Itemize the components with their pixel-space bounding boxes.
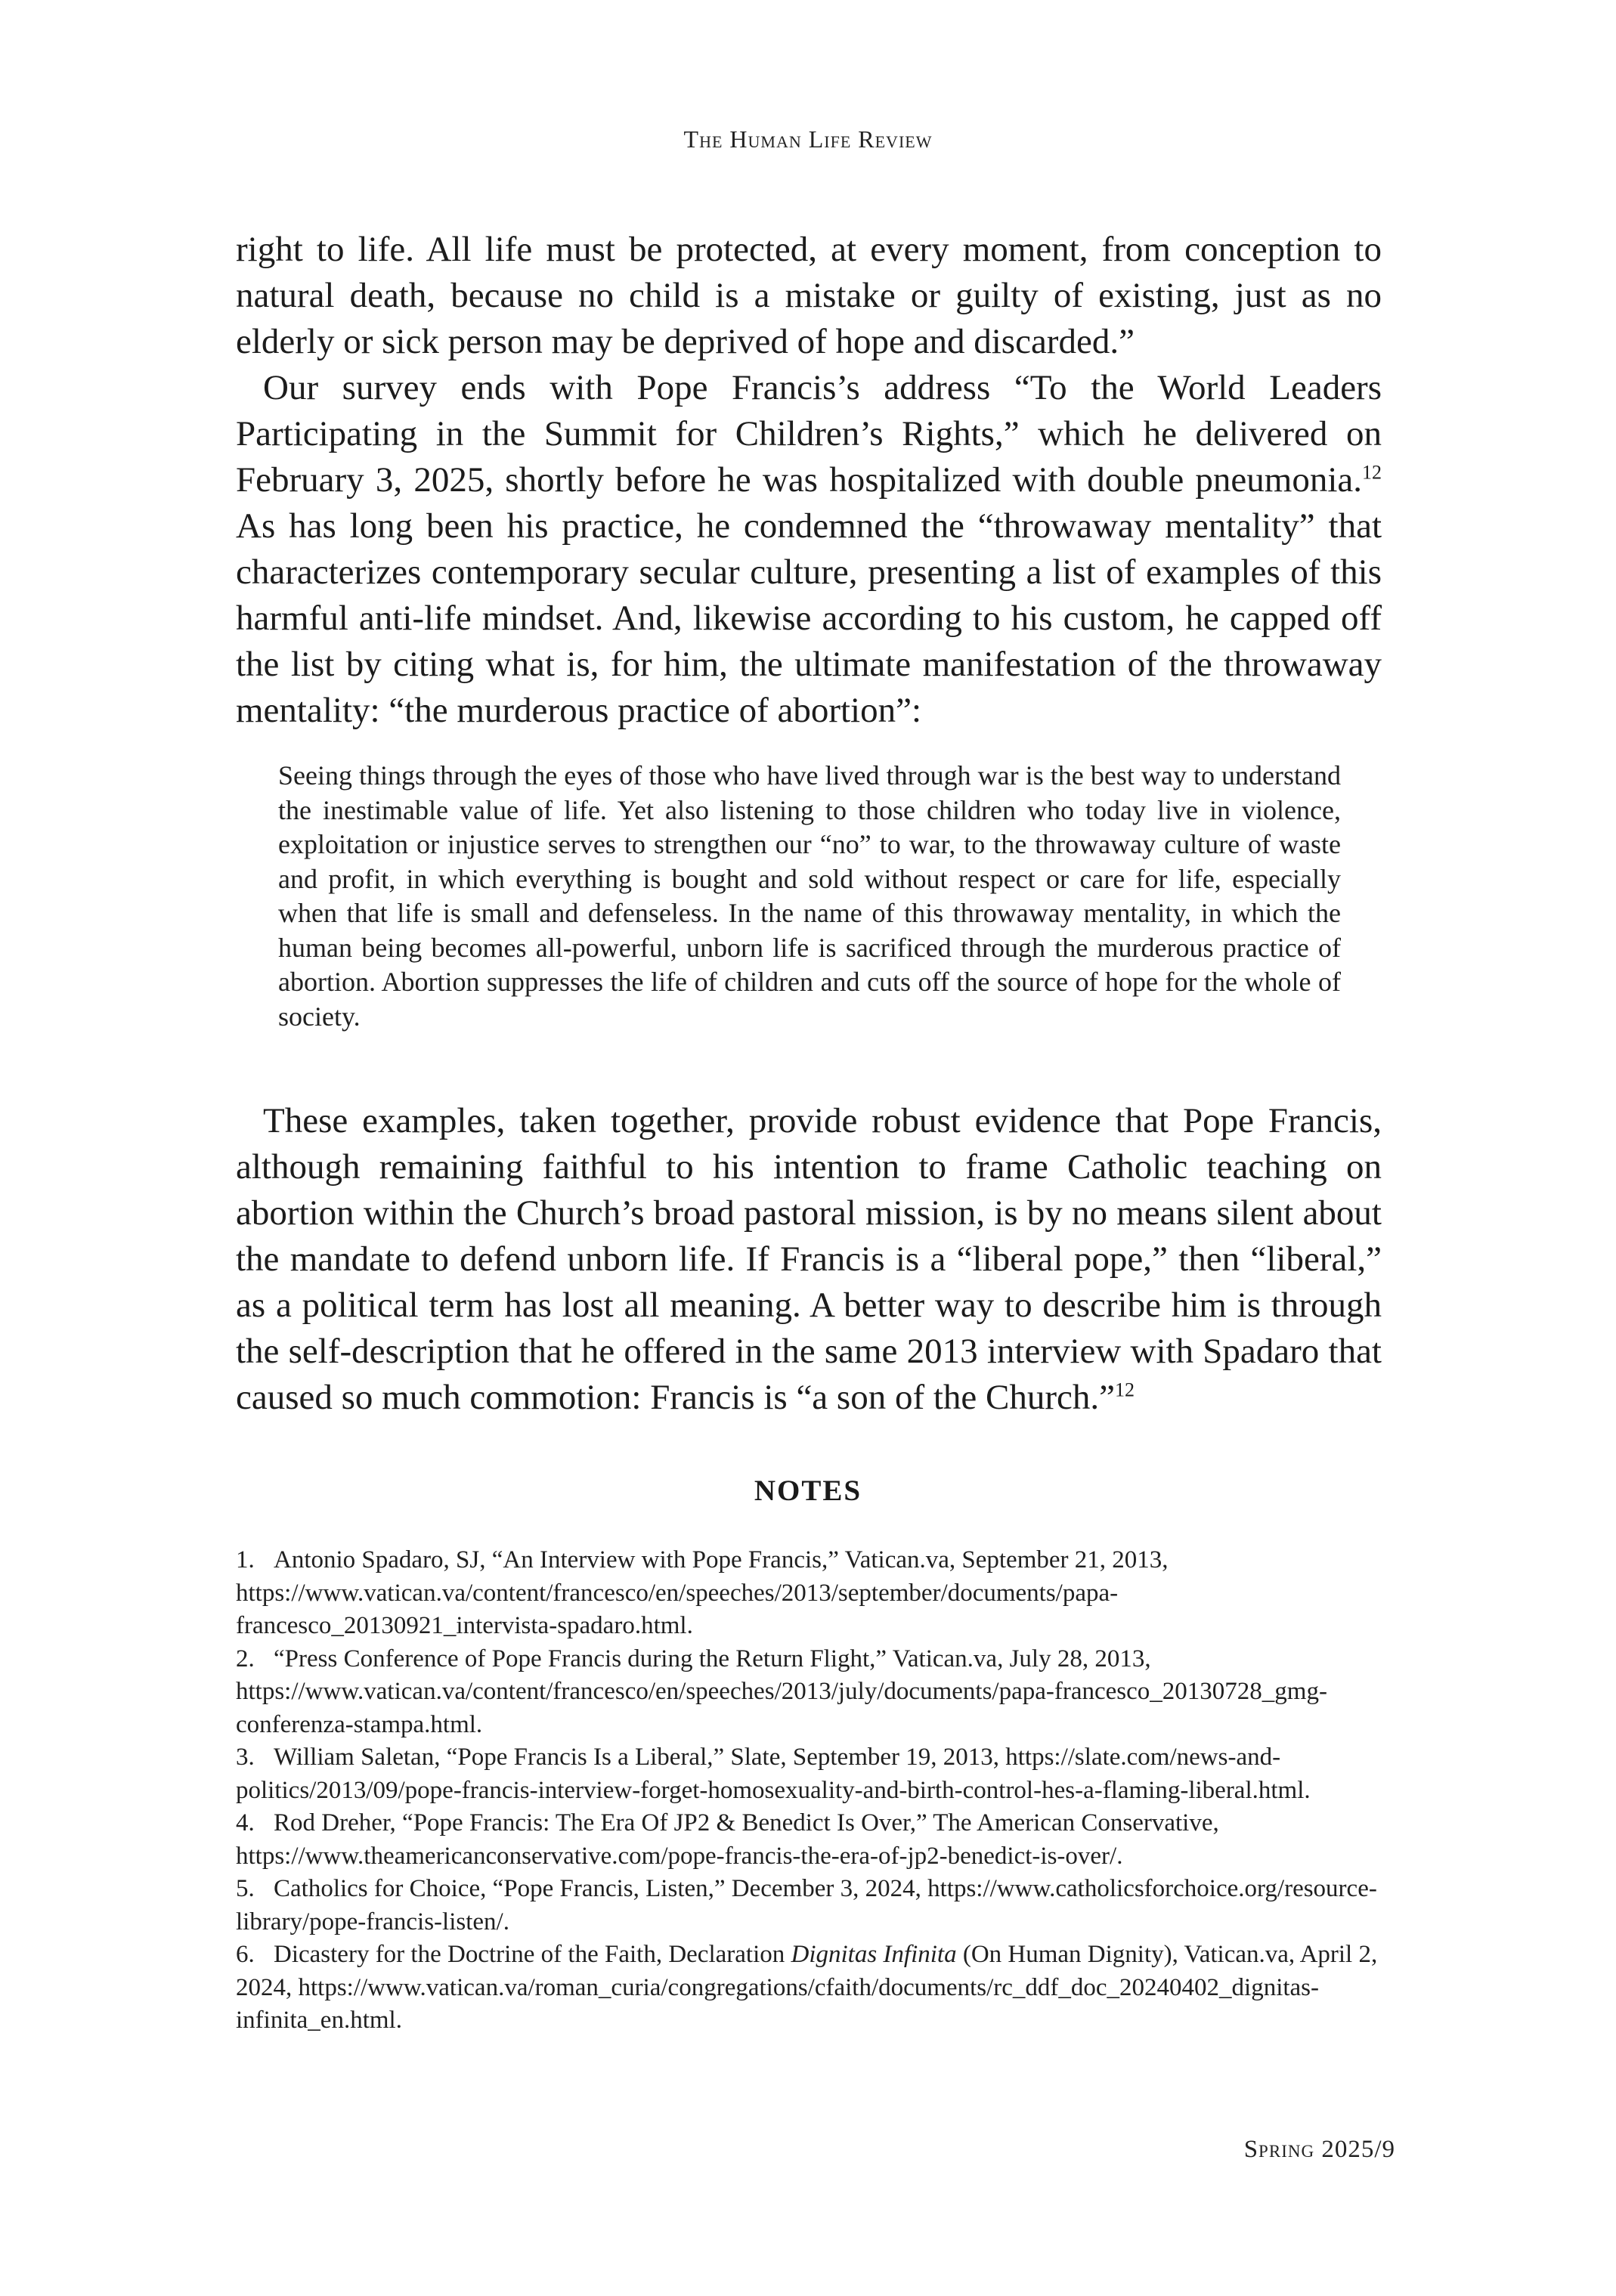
note-number: 3.: [236, 1744, 255, 1771]
note-number: 6.: [236, 1941, 255, 1968]
block-quote: Seeing things through the eyes of those who have lived through war is the best way to understand the inestimable value of life. Yet also listening to those children who today live in violence, exploitation or injustice serves to strengthen our “no” to war, to the throwaway culture of waste and profit, in which everything is bought and sold without respect or care for life, especially when that life is small and defenseless. In the name of this throwaway mentality, in which the human being becomes all-powerful, unborn life is sacrificed through the murderous practice of abortion. Abortion suppresses the life of children and cuts off the source of hope for the whole of society.: [278, 760, 1341, 1032]
note-text: (On Human Dignity), Vatican.va, April 2, 2024, https://www.vatican.va/roman_curia/congregations/cfaith/documents/rc_ddf_doc_20240402_dignitas-infinita_en.html.: [236, 1941, 1378, 2034]
note-text: Dicastery for the Doctrine of the Faith, Declaration: [274, 1941, 791, 1968]
paragraph-text-part: Our survey ends with Pope Francis’s address “To the World Leaders Participating in the Summit for Children’s Rights,” which he delivered on February 3, 2025, shortly before he was hospitalized with double pneumonia.: [236, 368, 1382, 500]
note-text: “Press Conference of Pope Francis during the Return Flight,” Vatican.va, July 28, 2013, https://www.vatican.va/content/francesco/en/speeches/2013/july/documents/papa-francesco_20130728_gmg-conferenza-stampa.html.: [236, 1645, 1327, 1738]
note-text: William Saletan, “Pope Francis Is a Liberal,” Slate, September 19, 2013, https://slate.com/news-and-politics/2013/09/pope-francis-interview-forget-homosexuality-and-birth-control-hes-a-flaming-liberal.html.: [236, 1744, 1311, 1804]
paragraph-text: right to life. All life must be protected, at every moment, from conception to natural death, because no child is a mistake or guilty of existing, just as no elderly or sick person may be deprived of hope and discarded.”: [236, 230, 1382, 361]
body-paragraph: [236, 227, 1382, 365]
note-item: [236, 1939, 1385, 2038]
note-number: 1.: [236, 1546, 255, 1573]
paragraph-text: [236, 1098, 1382, 1421]
note-text: Catholics for Choice, “Pope Francis, Listen,” December 3, 2024, https://www.catholicsforchoice.org/resource-library/pope-francis-listen/.: [236, 1875, 1377, 1936]
note-item: [236, 1807, 1385, 1873]
notes-list: [236, 1544, 1385, 2038]
paragraph-text: [236, 365, 1382, 734]
footnote-reference[interactable]: 12: [1115, 1379, 1135, 1401]
running-head-title: The Human Life Review: [683, 125, 933, 153]
body-paragraph: [236, 365, 1382, 734]
notes-heading: NOTES: [754, 1474, 862, 1507]
page-folio: Spring 2025/9: [1243, 2136, 1395, 2163]
paragraph-text-part: These examples, taken together, provide robust evidence that Pope Francis, although remaining faithful to his intention to frame Catholic teaching on abortion within the Church’s broad pastoral mission, is by no means silent about the mandate to defend unborn life. If Francis is a “liberal pope,” then “liberal,” as a political term has lost all meaning. A better way to describe him is through the self-description that he offered in the same 2013 interview with Spadaro that caused so much commotion: Francis is “a son of the Church.”: [236, 1101, 1382, 1417]
paragraph-text-part: As has long been his practice, he condemned the “throwaway mentality” that characterizes contemporary secular culture, presenting a list of examples of this harmful anti-life mindset. And, likewise according to his custom, he capped off the list by citing what is, for him, the ultimate manifestation of the throwaway mentality: “the murderous practice of abortion”:: [236, 506, 1382, 730]
note-number: 5.: [236, 1875, 255, 1902]
note-item: [236, 1643, 1385, 1742]
footnote-reference[interactable]: 12: [1362, 461, 1382, 484]
note-title-italic: Dignitas Infinita: [791, 1941, 957, 1968]
note-item: [236, 1544, 1385, 1643]
note-item: [236, 1873, 1385, 1939]
body-paragraph: [236, 1098, 1382, 1421]
note-text: Antonio Spadaro, SJ, “An Interview with Pope Francis,” Vatican.va, September 21, 2013, https://www.vatican.va/content/francesco/en/speeches/2013/september/documents/papa-francesco_20130921_intervista-spadaro.html.: [236, 1546, 1169, 1639]
note-text: Rod Dreher, “Pope Francis: The Era Of JP2 & Benedict Is Over,” The American Conservative, https://www.theamericanconservative.com/pope-francis-the-era-of-jp2-benedict-is-over/.: [236, 1809, 1219, 1870]
note-item: [236, 1741, 1385, 1807]
note-number: 2.: [236, 1645, 255, 1672]
note-number: 4.: [236, 1809, 255, 1836]
